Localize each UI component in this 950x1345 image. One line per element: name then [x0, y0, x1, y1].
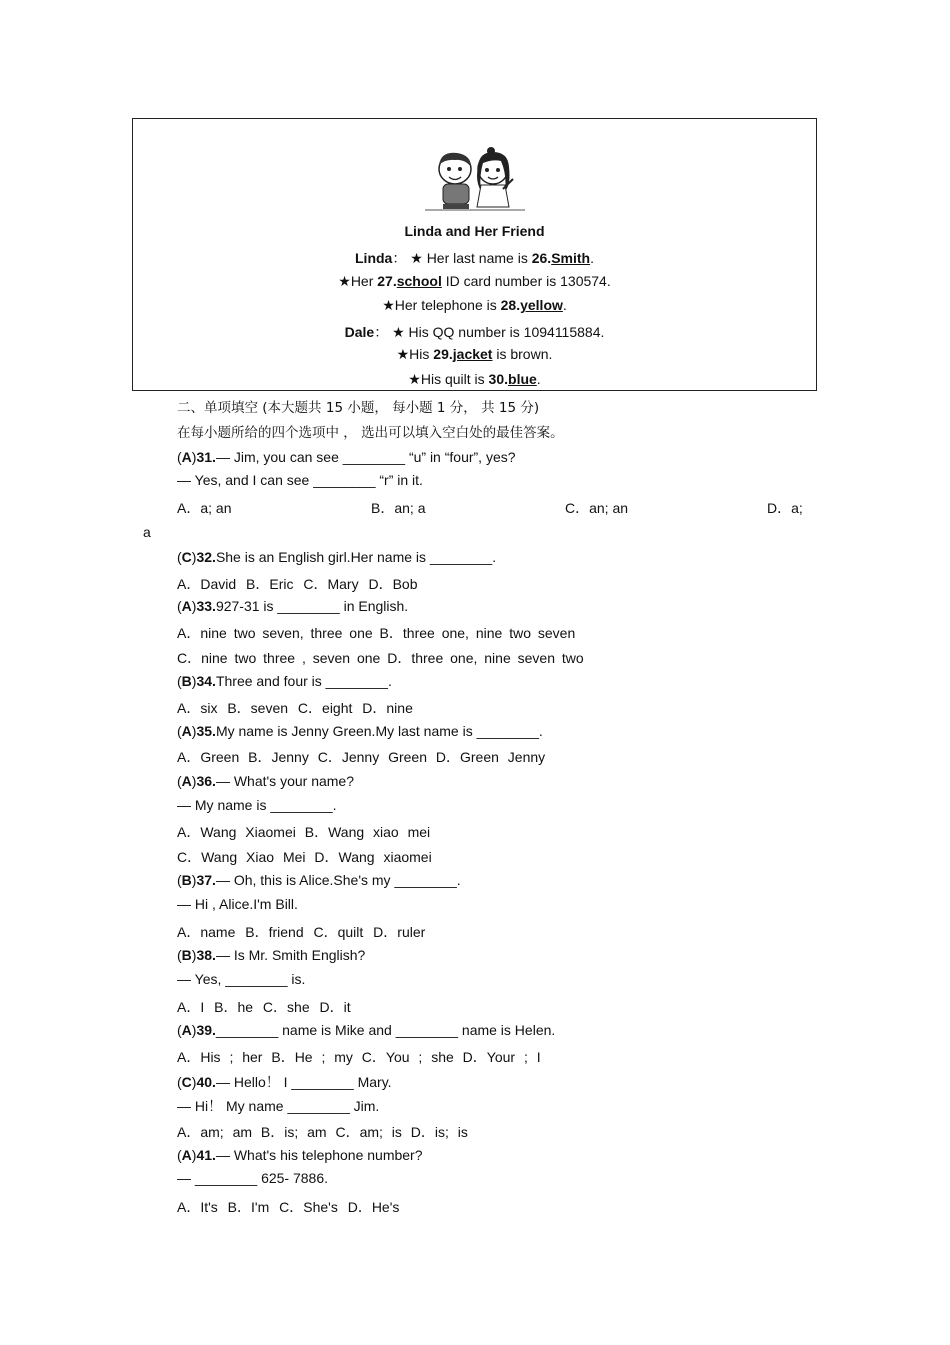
paren: )	[191, 947, 197, 963]
options-38: A．I B．he C．she D．it	[177, 999, 351, 1015]
box-title: Linda and Her Friend	[404, 223, 545, 239]
linda-label: Linda	[355, 250, 393, 266]
question-text: — Is Mr. Smith English?	[215, 947, 366, 963]
question-40-line-2: — Hi！ My name ________ Jim.	[177, 1098, 380, 1114]
options-41: A．It's B．I'm C．She's D．He's	[177, 1199, 400, 1215]
options-37: A．name B．friend C．quilt D．ruler	[177, 924, 426, 940]
dale-sep: ：	[374, 324, 389, 340]
question-number: 40.	[196, 1074, 216, 1090]
section-instruction: 在每小题所给的四个选项中 ， 选出可以填入空白处的最佳答案。	[177, 425, 564, 441]
question-37-line-2: — Hi , Alice.I'm Bill.	[177, 896, 298, 912]
linda-line-2	[133, 273, 816, 290]
star-icon: ★	[410, 250, 423, 266]
answer: Smith	[551, 250, 591, 266]
question-33	[177, 598, 408, 614]
question-31-line-2: — Yes, and I can see ________ “r” in it.	[177, 472, 423, 488]
option-d-wrap: a	[143, 524, 151, 540]
answer-key: B	[181, 947, 192, 963]
paren: )	[191, 1074, 197, 1090]
options-34: A．six B．seven C．eight D．nine	[177, 700, 413, 716]
question-text: ________ name is Mike and ________ name is Helen.	[215, 1022, 556, 1038]
question-36-line-2: — My name is ________.	[177, 797, 337, 813]
paren: )	[191, 872, 197, 888]
question-41-line-2: — ________ 625- 7886.	[177, 1170, 329, 1186]
question-text: — Oh, this is Alice.She's my ________.	[215, 872, 461, 888]
paren: )	[191, 598, 197, 614]
question-number: 38.	[196, 947, 216, 963]
question-number: 39.	[196, 1022, 216, 1038]
question-number: 31.	[196, 449, 216, 465]
options-40: A．am; am B．is; am C．am; is D．is; is	[177, 1124, 468, 1140]
star-icon: ★	[392, 324, 405, 340]
question-text: — What's his telephone number?	[215, 1147, 423, 1163]
dale-line-1	[133, 322, 816, 342]
question-36	[177, 773, 354, 789]
question-39	[177, 1022, 555, 1038]
blank-number: 30.	[488, 371, 509, 387]
question-40	[177, 1072, 392, 1092]
text: Her	[350, 273, 378, 289]
paren: (	[177, 598, 182, 614]
options-36-row-2: C．Wang Xiao Mei D．Wang xiaomei	[177, 849, 432, 865]
paren: (	[177, 947, 182, 963]
linda-line-3	[133, 297, 816, 314]
option-b: B．an; a	[371, 500, 426, 516]
answer-key: A	[181, 1022, 192, 1038]
answer-key: C	[181, 1074, 192, 1090]
question-number: 35.	[196, 723, 216, 739]
dale-line-3	[133, 371, 816, 388]
paren: (	[177, 449, 182, 465]
text: .	[590, 250, 594, 266]
question-text: My name is Jenny Green.My last name is ________.	[215, 723, 543, 739]
blank-number: 29.	[433, 346, 453, 362]
question-number: 34.	[196, 673, 216, 689]
answer-key: B	[181, 872, 192, 888]
question-37	[177, 872, 461, 888]
star-icon: ★	[338, 273, 351, 289]
paren: )	[191, 549, 197, 565]
option-a: A．a; an	[177, 500, 232, 516]
answer-key: C	[181, 549, 192, 565]
answer-key: B	[181, 673, 192, 689]
answer-key: A	[181, 773, 192, 789]
paren: )	[191, 673, 197, 689]
question-text: 927-31 is ________ in English.	[215, 598, 409, 614]
text: Her last name is	[426, 250, 532, 266]
question-number: 41.	[196, 1147, 216, 1163]
text: ID card number is 130574.	[441, 273, 611, 289]
text: Her telephone is	[394, 297, 501, 313]
question-38	[177, 947, 365, 963]
question-41	[177, 1147, 423, 1163]
options-32: A．David B．Eric C．Mary D．Bob	[177, 576, 418, 592]
paren: (	[177, 872, 182, 888]
kids-illustration	[425, 147, 525, 213]
paren: )	[191, 773, 197, 789]
question-text: — Hello！ I ________ Mary.	[215, 1074, 392, 1090]
question-35	[177, 723, 543, 739]
text: is brown.	[492, 346, 553, 362]
star-icon: ★	[396, 346, 410, 362]
paren: (	[177, 673, 182, 689]
options-33-row-1: A．nine two seven, three one B．three one, nine two seven	[177, 625, 576, 641]
paren: (	[177, 1074, 182, 1090]
options-33-row-2: C．nine two three , seven one D．three one, nine seven two	[177, 650, 584, 666]
answer: school	[396, 273, 442, 289]
text: .	[536, 371, 541, 387]
question-38-line-2: — Yes, ________ is.	[177, 971, 306, 987]
answer: blue	[508, 371, 537, 387]
question-number: 33.	[196, 598, 216, 614]
section-heading: 二、单项填空 (本大题共 15 小题， 每小题 1 分， 共 15 分)	[177, 400, 540, 416]
question-text: — What's your name?	[215, 773, 354, 789]
paren: )	[191, 1022, 197, 1038]
option-c: C．an; an	[565, 500, 629, 516]
option-d: D．a;	[767, 500, 803, 516]
paren: (	[177, 1147, 182, 1163]
linda-line-1	[133, 248, 816, 268]
text: .	[562, 297, 567, 313]
question-32	[177, 549, 496, 565]
answer-key: A	[181, 449, 192, 465]
dale-line-2	[133, 346, 816, 363]
answer-key: A	[181, 723, 192, 739]
dale-label: Dale	[344, 324, 375, 340]
paren: (	[177, 1022, 182, 1038]
question-number: 36.	[196, 773, 216, 789]
blank-number: 27.	[377, 273, 397, 289]
blank-number: 28.	[500, 297, 521, 313]
question-number: 37.	[196, 872, 216, 888]
blank-number: 26.	[531, 250, 552, 266]
options-35: A．Green B．Jenny C．Jenny Green D．Green Jenny	[177, 749, 546, 765]
question-text: — Jim, you can see ________ “u” in “four”, yes?	[215, 449, 516, 465]
paren: )	[191, 1147, 197, 1163]
question-31	[177, 449, 516, 465]
answer-key: A	[181, 1147, 192, 1163]
question-34	[177, 673, 392, 689]
answer: yellow	[520, 297, 563, 313]
paren: (	[177, 723, 182, 739]
text: His quilt is	[420, 371, 489, 387]
paren: (	[177, 773, 182, 789]
info-box	[132, 118, 817, 391]
paren: )	[191, 449, 197, 465]
text: His QQ number is 1094115884.	[408, 324, 605, 340]
question-number: 32.	[196, 549, 216, 565]
question-text: She is an English girl.Her name is ________.	[215, 549, 497, 565]
star-icon: ★	[408, 371, 421, 387]
text: His	[409, 346, 434, 362]
options-39: A．His ; her B．He ; my C．You ; she D．Your ; I	[177, 1049, 541, 1065]
paren: )	[191, 723, 197, 739]
linda-sep: ：	[392, 250, 407, 266]
star-icon: ★	[382, 297, 395, 313]
answer: jacket	[452, 346, 493, 362]
paren: (	[177, 549, 182, 565]
answer-key: A	[181, 598, 192, 614]
options-36-row-1: A．Wang Xiaomei B．Wang xiao mei	[177, 824, 431, 840]
question-text: Three and four is ________.	[215, 673, 392, 689]
